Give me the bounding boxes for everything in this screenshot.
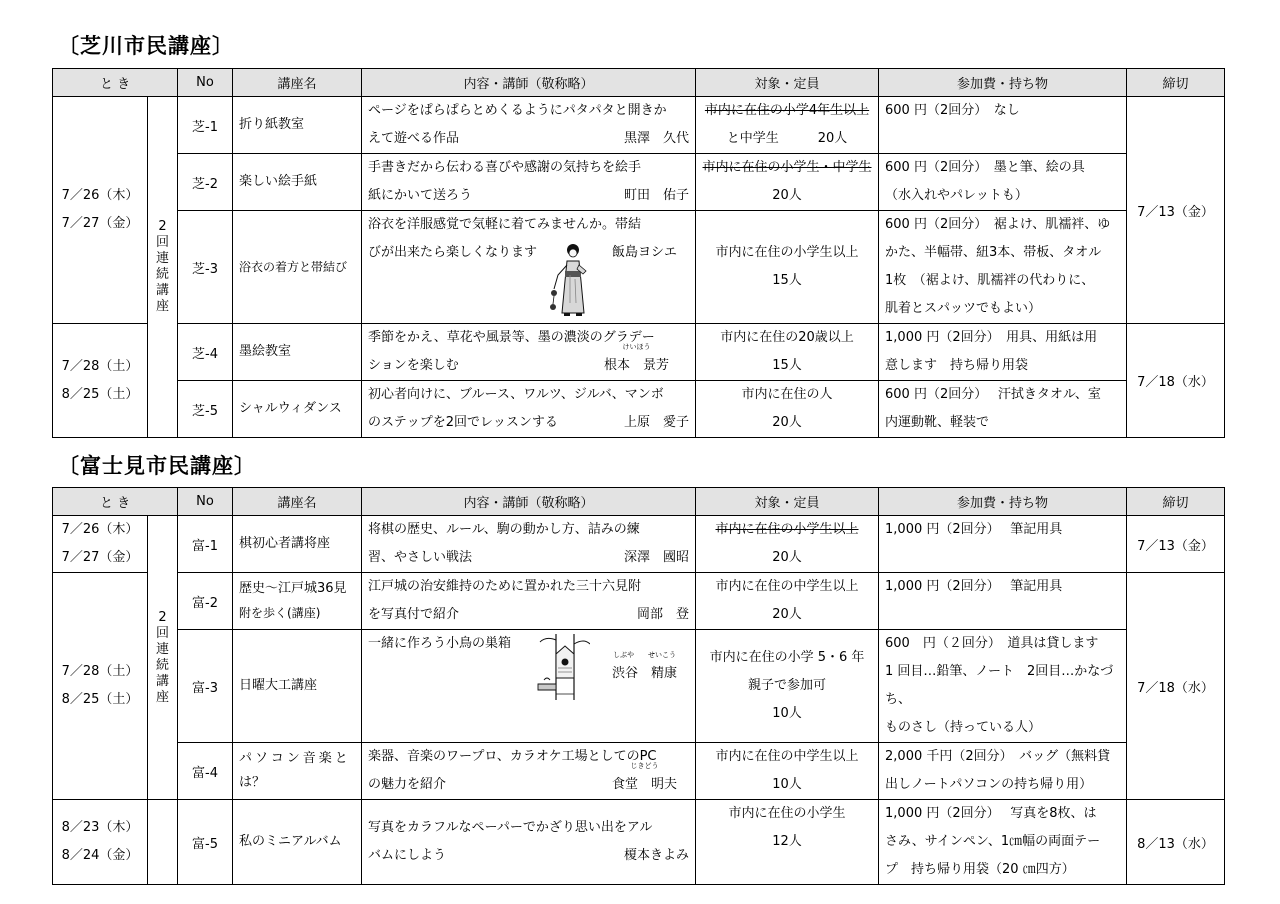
lecture-target: 市内に在住の小学4年生以上 と中学生 20人 (696, 97, 879, 154)
shibakawa-table (52, 68, 1225, 438)
birdhouse-tree-illustration (534, 634, 590, 700)
table-row (53, 630, 1225, 743)
table-row (53, 743, 1225, 800)
lecture-no: 芝-5 (178, 381, 233, 438)
lecture-target: 市内に在住の小学生以上 15人 (696, 211, 879, 324)
date-text: 7／27（金） (61, 216, 139, 231)
col-header-target: 対象・定員 (696, 488, 879, 516)
lecture-target: 市内に在住の小学生 12人 (696, 800, 879, 885)
lecture-fee: 1,000 円（2回分） 筆記用具 (879, 573, 1127, 630)
lecture-fee: 600 円（2回分） なし (879, 97, 1127, 154)
instructor-name: 深澤 國昭 (624, 550, 690, 565)
date-text: 8／25（土） (61, 692, 139, 707)
lecture-name: 日曜大工講座 (233, 630, 362, 743)
ruby-reading: けいほう (622, 343, 651, 351)
col-header-name: 講座名 (233, 488, 362, 516)
instructor-name: 飯島ヨシエ (612, 245, 678, 260)
lecture-no: 富-4 (178, 743, 233, 800)
lecture-target: 市内に在住の中学生以上 20人 (696, 573, 879, 630)
date-cell (53, 97, 148, 324)
table-row (53, 154, 1225, 211)
lecture-name: 墨絵教室 (233, 324, 362, 381)
fujimi-table (52, 487, 1225, 885)
deadline-cell: 7／13（金） (1127, 97, 1225, 324)
lecture-name: 折り紙教室 (233, 97, 362, 154)
lecture-no: 富-1 (178, 516, 233, 573)
lecture-no: 芝-1 (178, 97, 233, 154)
lecture-name: 浴衣の着方と帯結び (233, 211, 362, 324)
deadline-cell: 7／18（水） (1127, 573, 1225, 800)
lecture-fee: 600 円（2回分） 汗拭きタオル、室 内運動靴、軽装で (879, 381, 1127, 438)
lecture-fee: 2,000 千円（2回分） バッグ（無料貸 出しノートパソコンの持ち帰り用） (879, 743, 1127, 800)
lecture-target: 市内に在住の20歳以上 15人 (696, 324, 879, 381)
lecture-fee: 600 円（２回分） 道具は貸します 1 回目…鉛筆、ノート 2回目…かなづち、 ものさし（持っている人） (879, 630, 1127, 743)
table-row (53, 324, 1225, 381)
date-text: 7／26（木） (61, 188, 139, 203)
lecture-fee: 1,000 円（2回分） 写真を8枚、は さみ、サインペン、1㎝幅の両面テー プ 持ち帰り用袋（20 ㎝四方） (879, 800, 1127, 885)
lecture-target: 市内に在住の小学 5・6 年 親子で参加可 10人 (696, 630, 879, 743)
lecture-target: 市内に在住の人 20人 (696, 381, 879, 438)
lecture-no: 富-2 (178, 573, 233, 630)
col-header-fee: 参加費・持ち物 (879, 488, 1127, 516)
lecture-fee: 1,000 円（2回分） 用具、用紙は用 意します 持ち帰り用袋 (879, 324, 1127, 381)
ruby-reading: しぶや せいこう (613, 651, 676, 659)
series-label-empty (148, 800, 178, 885)
lecture-content: 浴衣を洋服感覚で気軽に着てみませんか。帯結 びが出来たら楽しくなります 飯島ヨシエ (362, 211, 696, 324)
date-cell (53, 516, 148, 573)
table-row (53, 97, 1225, 154)
instructor-name: 岡部 登 (637, 607, 690, 622)
lecture-no: 芝-3 (178, 211, 233, 324)
lecture-content: 江戸城の治安維持のために置かれた三十六見附 を写真付で紹介 岡部 登 (362, 573, 696, 630)
instructor-name: 町田 佑子 (624, 188, 690, 203)
series-label: 2 回 連 続 講 座 (148, 516, 178, 800)
table-row (53, 381, 1225, 438)
lecture-target: 市内に在住の中学生以上 10人 (696, 743, 879, 800)
col-header-date: と き (53, 488, 178, 516)
date-text: 8／25（土） (61, 386, 139, 402)
instructor-name: 黒澤 久代 (624, 131, 690, 146)
col-header-deadline: 締切 (1127, 488, 1225, 516)
date-text: 7／27（金） (61, 550, 139, 565)
col-header-no: No (178, 69, 233, 97)
table-row (53, 573, 1225, 630)
date-text: 8／24（金） (61, 848, 139, 863)
header-row (53, 488, 1225, 516)
lecture-content: 将棋の歴史、ルール、駒の動かし方、詰みの練 習、やさしい戦法 深澤 國昭 (362, 516, 696, 573)
lecture-name: シャルウィダンス (233, 381, 362, 438)
col-header-date: と き (53, 69, 178, 97)
instructor-name: けいほう 根本 景芳 (604, 343, 670, 373)
instructor-name: 榎本きよみ (624, 848, 690, 863)
lecture-content: 楽器、音楽のワープロ、カラオケ工場としてのPC の魅力を紹介 じきどう 食堂 明夫 (362, 743, 696, 800)
lecture-no: 富-5 (178, 800, 233, 885)
lecture-name: 棋初心者講将座 (233, 516, 362, 573)
lecture-content: ページをぱらぱらとめくるようにパタパタと開きか えて遊べる作品 黒澤 久代 (362, 97, 696, 154)
lecture-fee: 1,000 円（2回分） 筆記用具 (879, 516, 1127, 573)
lecture-content: 一緒に作ろう小鳥の巣箱 しぶや せいこう 渋谷 精康 (362, 630, 696, 743)
header-row (53, 69, 1225, 97)
col-header-content: 内容・講師（敬称略） (362, 488, 696, 516)
table-row (53, 516, 1225, 573)
lecture-name: パソコン音楽と は？ (233, 743, 362, 800)
lecture-name: 歴史～江戸城36見 附を歩く(講座) (233, 573, 362, 630)
lecture-name: 私のミニアルバム (233, 800, 362, 885)
lecture-no: 富-3 (178, 630, 233, 743)
date-text: 7／28（土） (61, 358, 139, 374)
lecture-fee: 600 円（2回分） 墨と筆、絵の具 （水入れやパレットも） (879, 154, 1127, 211)
lecture-fee: 600 円（2回分） 裾よけ、肌襦袢、ゆ かた、半幅帯、紐3本、帯板、タオル 1枚 （裾よけ、肌襦袢の代わりに、 肌着とスパッツでもよい） (879, 211, 1127, 324)
lecture-content: 手書きだから伝わる喜びや感謝の気持ちを絵手 紙にかいて送ろう 町田 佑子 (362, 154, 696, 211)
col-header-name: 講座名 (233, 69, 362, 97)
ruby-reading: じきどう (630, 762, 659, 770)
date-text: 7／26（木） (61, 522, 139, 537)
deadline-cell: 8／13（水） (1127, 800, 1225, 885)
col-header-target: 対象・定員 (696, 69, 879, 97)
section-title-fujimi: 〔富士見市民講座〕 (58, 454, 256, 478)
lecture-no: 芝-4 (178, 324, 233, 381)
date-text: 7／28（土） (61, 664, 139, 679)
date-cell (53, 324, 148, 438)
col-header-deadline: 締切 (1127, 69, 1225, 97)
lecture-content: 写真をカラフルなペーパーでかざり思い出をアル バムにしよう 榎本きよみ (362, 800, 696, 885)
table-row (53, 800, 1225, 885)
deadline-cell: 7／13（金） (1127, 516, 1225, 573)
date-text: 8／23（木） (61, 820, 139, 835)
deadline-cell: 7／18（水） (1127, 324, 1225, 438)
section-title-shibakawa: 〔芝川市民講座〕 (58, 34, 234, 58)
lecture-target: 市内に在住の小学生・中学生 20人 (696, 154, 879, 211)
lecture-name: 楽しい絵手紙 (233, 154, 362, 211)
instructor-name: しぶや せいこう 渋谷 精康 (612, 651, 678, 681)
col-header-no: No (178, 488, 233, 516)
lecture-content: 季節をかえ、草花や風景等、墨の濃淡のグラデー ションを楽しむ けいほう 根本 景芳 (362, 324, 696, 381)
col-header-fee: 参加費・持ち物 (879, 69, 1127, 97)
series-label: 2 回 連 続 講 座 (148, 97, 178, 438)
yukata-woman-illustration (548, 241, 598, 319)
date-cell (53, 800, 148, 885)
col-header-content: 内容・講師（敬称略） (362, 69, 696, 97)
instructor-name: 上原 愛子 (624, 415, 690, 430)
table-row (53, 211, 1225, 324)
lecture-target: 市内に在住の小学生以上 20人 (696, 516, 879, 573)
instructor-name: じきどう 食堂 明夫 (612, 762, 678, 792)
lecture-no: 芝-2 (178, 154, 233, 211)
lecture-content: 初心者向けに、ブルース、ワルツ、ジルバ、マンボ のステップを2回でレッスンする 上原 愛子 (362, 381, 696, 438)
date-cell (53, 573, 148, 800)
